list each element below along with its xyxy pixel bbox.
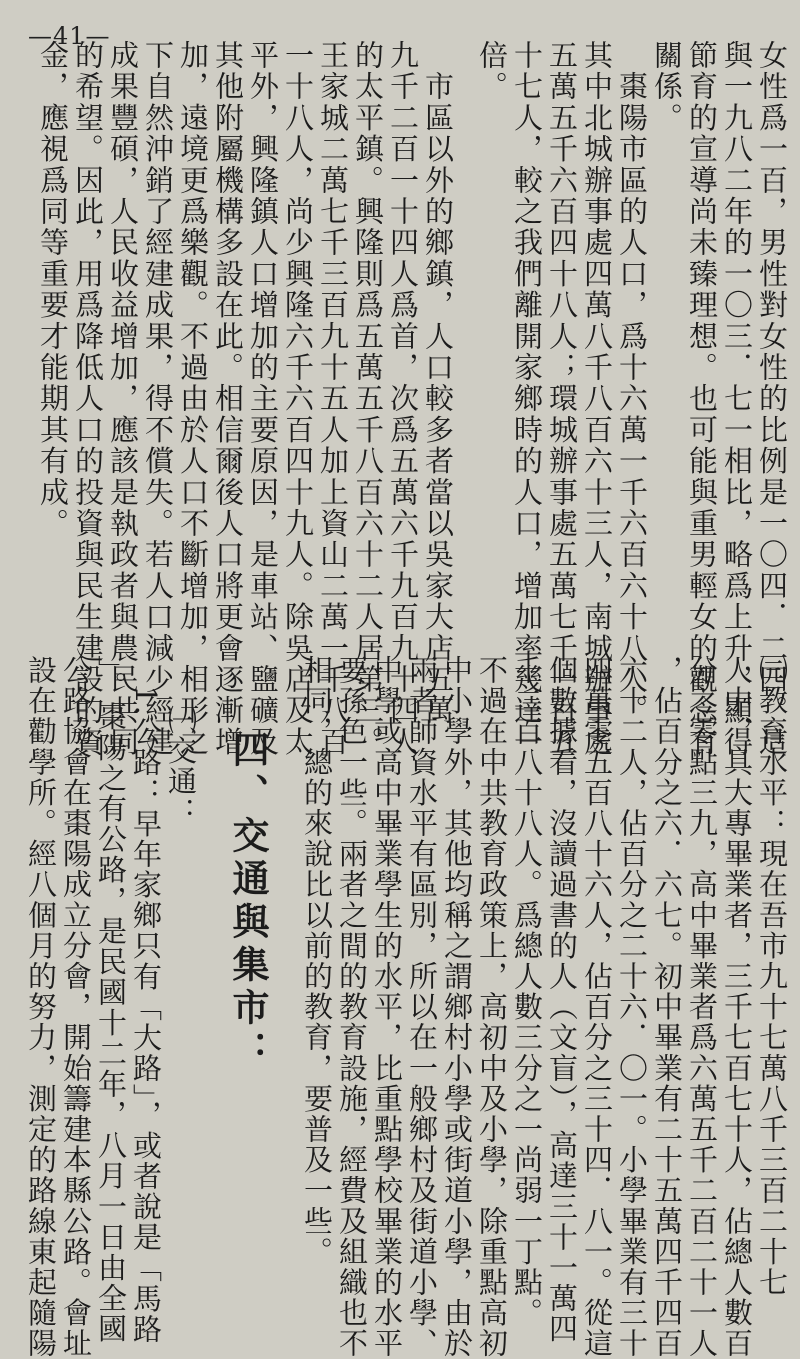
text-column: 個數據看，沒讀過書的人（文盲），高達三十一萬四 xyxy=(545,655,579,1345)
text-column: 六十二人，佔百分之二十六．〇一。小學畢業有三十 xyxy=(615,655,649,1359)
text-column: 下自然沖銷了經建成果，得不償失。若人口減少經建 xyxy=(141,40,175,758)
text-column: 分之零點三九，高中畢業者爲六萬五千二百二十一人 xyxy=(685,655,719,1359)
text-column: 千二百八十八人。爲總人數三分之一尚弱一丁點。 xyxy=(510,655,544,1329)
text-column: 平外，興隆鎮人口增加的主要原因，是車站、鹽礦及 xyxy=(246,40,280,758)
text-column: 四萬零五百八十六人，佔百分之三十四．八一。從這 xyxy=(580,655,614,1359)
text-column: 設在勸學所。經八個月的努力，測定的路線東起隨陽 xyxy=(24,655,58,1359)
text-column: 倍。 xyxy=(475,40,509,103)
text-column: 加，遠境更爲樂觀。不過由於人口不斷增加，相形之 xyxy=(176,40,210,758)
text-column: 五萬五千六百四十八人；環城辦事處五萬七千一百五 xyxy=(545,40,579,758)
text-column: 關係。 xyxy=(650,40,684,134)
text-column: 的太平鎮。興隆則爲五萬五千八百六十二人居第三。 xyxy=(351,40,385,758)
text-column: 節育的宣導尚未臻理想。也可能與重男輕女的觀念有 xyxy=(685,40,719,758)
text-column: 一十八人，尚少興隆六千六百四十九人。除吳店及太 xyxy=(281,40,315,758)
text-column: 其中北城辦事處四萬八千八百六十三人，南城辦事處 xyxy=(580,40,614,758)
text-column: 1.公路：早年家鄉只有「大路」，或者說是「馬路 xyxy=(129,655,163,1345)
text-column: 與一九八二年的一〇三．七一相比，略爲上升，顯得 xyxy=(720,40,754,758)
section-heading: 四、交通與集市： xyxy=(226,730,269,1074)
text-column: 中小學外，其他均稱之謂鄉村小學或街道小學，由於 xyxy=(440,655,474,1359)
text-column: 」。棗陽之有公路，是民國十二年，八月一日由全國 xyxy=(94,655,128,1345)
text-column: 不過在中共教育政策上，高初中及小學，除重點高初 xyxy=(475,655,509,1359)
text-column: 其他附屬機構多設在此。相信爾後人口將更會逐漸增 xyxy=(211,40,245,758)
text-column: 公路協會在棗陽成立分會，開始籌建本縣公路。會址 xyxy=(59,655,93,1359)
page-number: —41— xyxy=(28,22,111,50)
text-column: 相同，總的來說比以前的教育，要普及一些。 xyxy=(300,655,334,1267)
text-column: 棗陽市區的人口，爲十六萬一千六百六十八人。 xyxy=(615,40,649,727)
text-column: ，佔百分之六．六七。初中畢業有二十五萬四千四百 xyxy=(650,655,684,1359)
text-column: ㈢教育水平：現在吾市九十七萬八千三百二十七 xyxy=(755,655,789,1298)
text-column: 的希望。因此，用爲降低人口的投資與民生建設的資 xyxy=(71,40,105,758)
text-column: 兩者師資水平有區別，所以在一般鄉村及街道小學、 xyxy=(405,655,439,1359)
text-column: 女性爲一百，男性對女性的比例是一〇四．二四。這 xyxy=(755,40,789,758)
text-column: 王家城二萬七千三百九十五人加上資山二萬一千八百 xyxy=(316,40,350,758)
text-column: 中學或高中畢業學生的水平，比重點學校畢業的水平 xyxy=(370,655,404,1359)
subheading: ㈠交通： xyxy=(164,705,198,828)
text-column: 金，應視爲同等重要才能期其有成。 xyxy=(36,40,70,540)
text-column: 成果豐碩，人民收益增加，應該是執政者與農民共同 xyxy=(106,40,140,758)
text-column: 九千二百一十四人爲首，次爲五萬六千九百九十四人 xyxy=(386,40,420,758)
text-column: 十七人，較之我們離開家鄉時的人口，增加率幾達一 xyxy=(510,40,544,758)
text-column: 市區以外的鄉鎮，人口較多者當以吳家大店五萬 xyxy=(421,40,455,727)
text-column: 要孫色一些。兩者之間的教育設施，經費及組織也不 xyxy=(335,655,369,1359)
text-column: 人中，具大專畢業者，三千七百七十人，佔總人數百 xyxy=(720,655,754,1359)
